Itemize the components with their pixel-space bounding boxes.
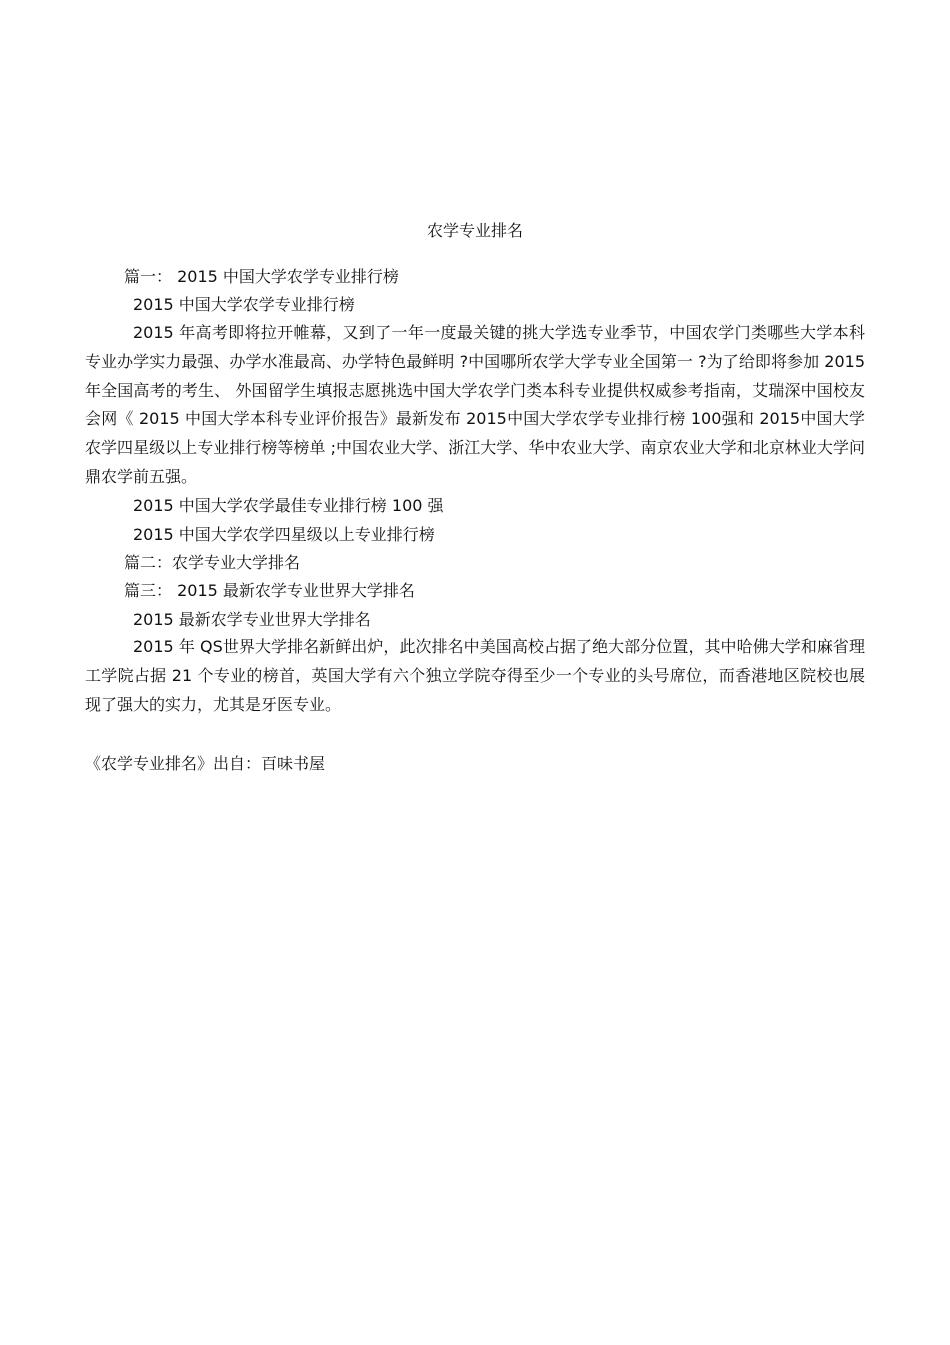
part-one-paragraph: 2015 年高考即将拉开帷幕，又到了一年一度最关键的挑大学选专业季节，中国农学门类哪些大学本科专业办学实力最强、办学水准最高、办学特色最鲜明 ?中国哪所农学大学专业全国第一 ?为了给即将参加 2015 年全国高考的考生、 外国留学生填报志愿挑选中国大学农学门类本科专业提供权威参考指南，艾瑞深中国校友会网《 2015 中国大学本科专业评价报告》最新发布 2015中国大学农学专业排行榜 100强和 2015中国大学农学四星级以上专业排行榜等榜单 ;中国农业大学、浙江大学、华中农业大学、南京农业大学和北京林业大学问鼎农学前五强。: [85, 323, 865, 486]
source-note: 《农学专业排名》出自：百味书屋: [85, 754, 326, 773]
part-three-heading: 篇三： 2015 最新农学专业世界大学排名: [124, 581, 415, 600]
part-one-subheading: 2015 中国大学农学专业排行榜: [133, 295, 355, 314]
ranking-list-item-four-star: 2015 中国大学农学四星级以上专业排行榜: [133, 525, 435, 544]
part-three-paragraph: 2015 年 QS世界大学排名新鲜出炉，此次排名中美国高校占据了绝大部分位置，其中哈佛大学和麻省理工学院占据 21 个专业的榜首，英国大学有六个独立学院夺得至少一个专业的头号席位，而香港地区院校也展现了强大的实力，尤其是牙医专业。: [85, 637, 865, 714]
part-three-subheading: 2015 最新农学专业世界大学排名: [133, 610, 371, 629]
ranking-list-item-best: 2015 中国大学农学最佳专业排行榜 100 强: [133, 496, 444, 515]
part-one-heading: 篇一： 2015 中国大学农学专业排行榜: [124, 267, 399, 286]
part-two-heading: 篇二：农学专业大学排名: [124, 553, 301, 572]
document-title: 农学专业排名: [426, 221, 523, 240]
